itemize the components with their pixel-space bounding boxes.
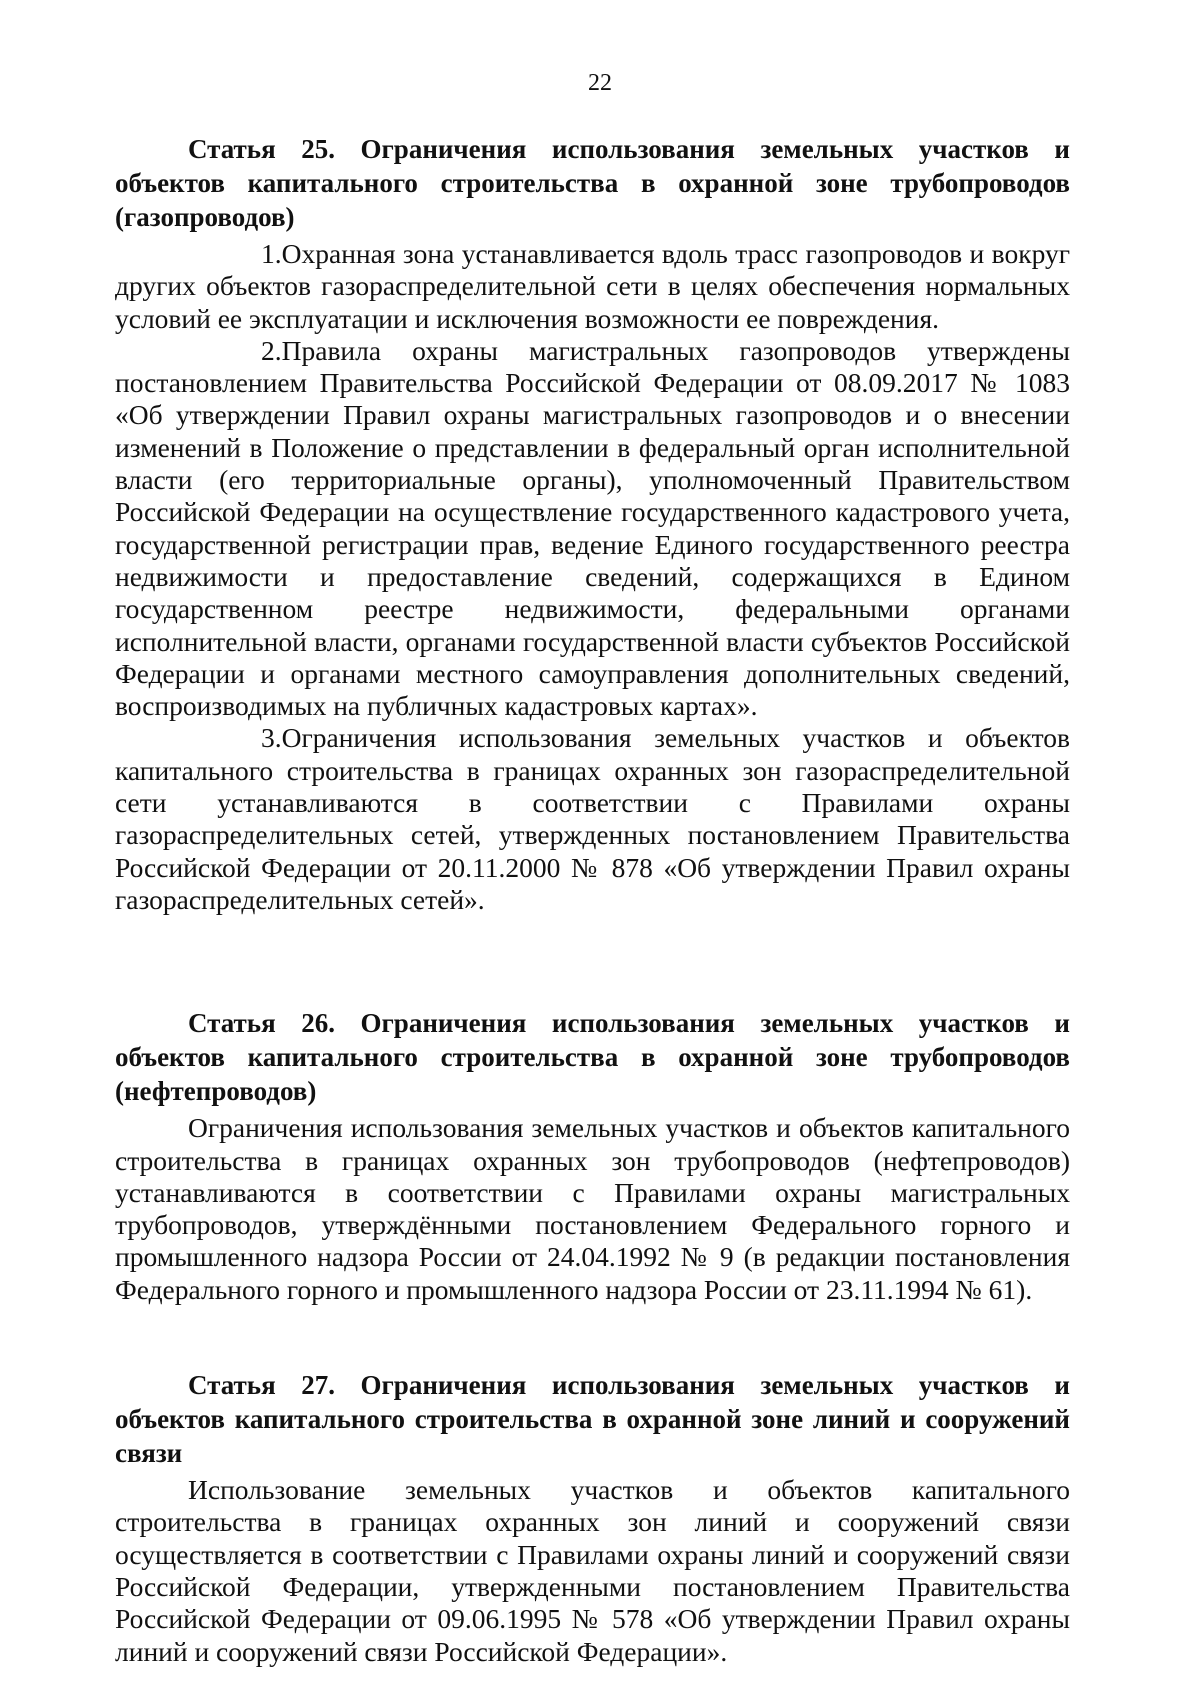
article-25-paragraph-1 [115, 238, 1070, 335]
article-25 [115, 132, 1070, 916]
article-27-paragraph: Использование земельных участков и объектов капитального строительства в границах охранных зон линий и сооружений связи осуществляется в соответствии с Правилами охраны линий и сооружений связи Российской Федерации, утвержденными постановлением Правительства Российской Федерации от 09.06.1995 № 578 «Об утверждении Правил охраны линий и сооружений связи Российской Федерации». [115, 1474, 1070, 1667]
article-26-paragraph: Ограничения использования земельных участков и объектов капитального строительства в границах охранных зон трубопроводов (нефтепроводов) устанавливаются в соответствии с Правилами охраны магистральных трубопроводов, утверждёнными постановлением Федерального горного и промышленного надзора России от 24.04.1992 № 9 (в редакции постановления Федерального горного и промышленного надзора России от 23.11.1994 № 61). [115, 1112, 1070, 1305]
article-27-title: Статья 27. Ограничения использования земельных участков и объектов капитального строительства в охранной зоне линий и сооружений связи [115, 1370, 1070, 1469]
paragraph-text: Охранная зона устанавливается вдоль трасс газопроводов и вокруг других объектов газораспределительной сети в целях обеспечения нормальных условий ее эксплуатации и исключения возможности ее повреждения. [115, 238, 1070, 334]
article-25-title: Статья 25. Ограничения использования земельных участков и объектов капитального строительства в охранной зоне трубопроводов (газопроводов) [115, 134, 1070, 232]
article-27 [115, 1368, 1070, 1668]
paragraph-number: 1. [261, 238, 282, 269]
article-25-paragraph-3 [115, 722, 1070, 916]
paragraph-text: Ограничения использования земельных участков и объектов капитального строительства в границах охранных зон газораспределительной сети устанавливаются в соответствии с Правилами охраны газораспределительных сетей, утвержденных постановлением Правительства Российской Федерации от 20.11.2000 № 878 «Об утверждении Правил охраны газораспределительных сетей». [115, 722, 1070, 915]
article-26 [115, 1006, 1070, 1306]
paragraph-text: Правила охраны магистральных газопроводов утверждены постановлением Правительства Российской Федерации от 08.09.2017 № 1083 «Об утверждении Правил охраны магистральных газопроводов и о внесении изменений в Положение о представлении в федеральный орган исполнительной власти (его территориальные органы), уполномоченный Правительством Российской Федерации на осуществление государственного кадастрового учета, государственной регистрации прав, ведение Единого государственного реестра недвижимости и предоставление сведений, содержащихся в Едином государственном реестре недвижимости, федеральными органами исполнительной власти, органами государственной власти субъектов Российской Федерации и органами местного самоуправления дополнительных сведений, воспроизводимых на публичных кадастровых картах». [115, 334, 1070, 722]
article-26-title: Статья 26. Ограничения использования земельных участков и объектов капитального строительства в охранной зоне трубопроводов (нефтепроводов) [115, 1008, 1070, 1107]
document-content [115, 132, 1070, 1668]
paragraph-number: 3. [261, 722, 282, 754]
page-number: 22 [588, 70, 612, 96]
article-25-paragraph-2 [115, 335, 1070, 723]
paragraph-number: 2. [261, 334, 282, 366]
